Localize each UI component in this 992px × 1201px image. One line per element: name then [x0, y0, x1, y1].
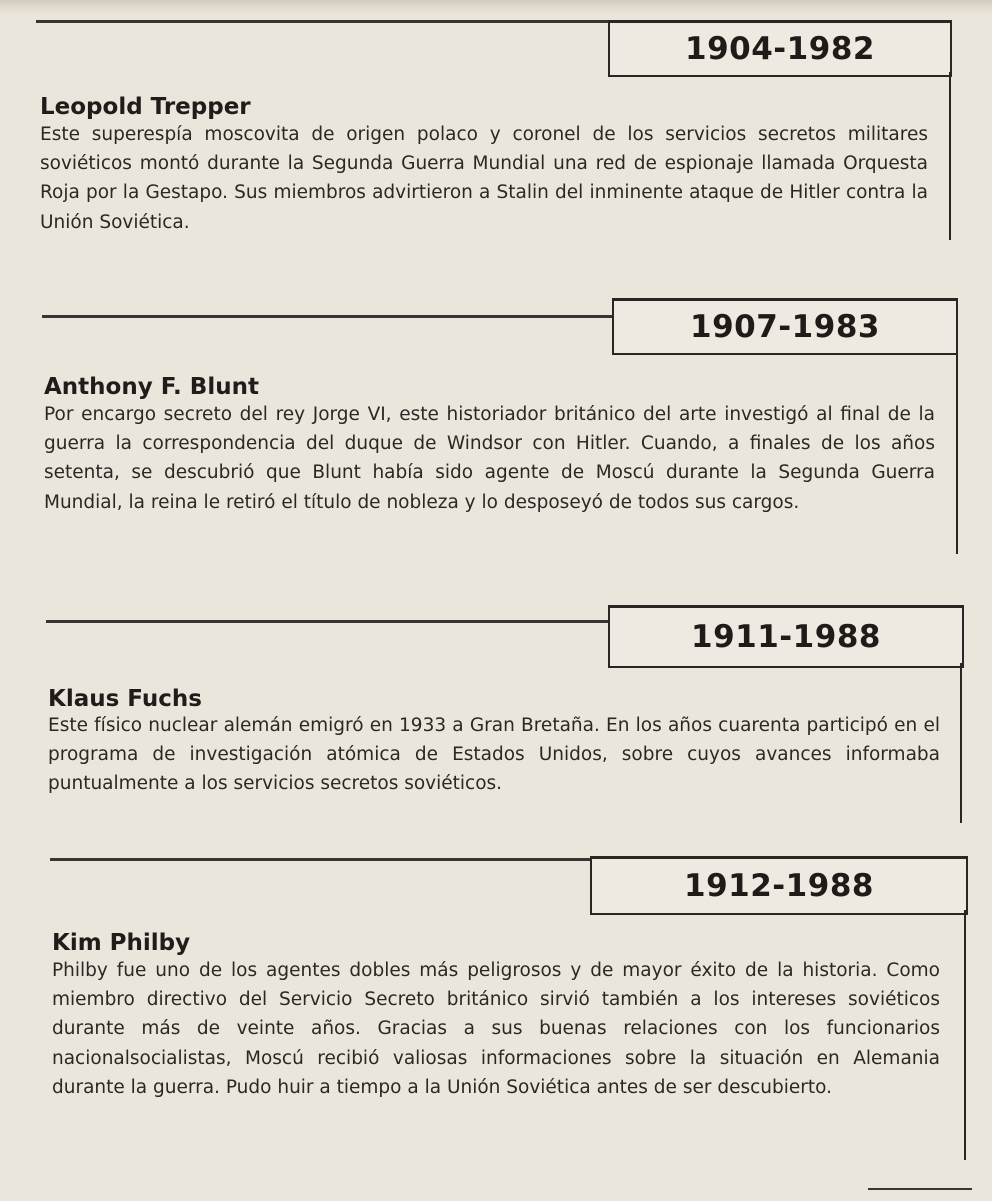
person-name: Leopold Trepper: [40, 94, 251, 120]
frame-line: [960, 663, 962, 823]
biography-text: Este superespía moscovita de origen polaco y coronel de los servicios secretos militares soviéticos montó durante la Segunda Guerra Mundial una red de espionaje llamada Orquesta Roja por la Gestapo. Sus miembros advirtieron a Stalin del inminente ataque de Hitler contra la Unión Soviética.: [40, 124, 928, 233]
footer-rule: [868, 1188, 972, 1190]
years-badge: 1904-1982: [608, 20, 952, 77]
years-badge: 1911-1988: [608, 605, 964, 668]
biography-text: Philby fue uno de los agentes dobles más peligrosos y de mayor éxito de la historia. Como miembro directivo del Servicio Secreto británico sirvió también a los intereses soviéticos durante más de veinte años. Gracias a sus buenas relaciones con los funcionarios nacionalsocialistas, Moscú recibió valiosas informaciones sobre la situación en Alemania durante la guerra. Pudo huir a tiempo a la Unión Soviética antes de ser descubierto.: [52, 960, 940, 1098]
frame-line: [949, 72, 951, 240]
years-badge: 1912-1988: [590, 856, 968, 915]
biography-text: Este físico nuclear alemán emigró en 1933 a Gran Bretaña. En los años cuarenta participó en el programa de investigación atómica de Estados Unidos, sobre cuyos avances informaba puntualmente a los servicios secretos soviéticos.: [48, 715, 940, 795]
person-name: Klaus Fuchs: [48, 686, 202, 712]
years-badge: 1907-1983: [612, 298, 958, 355]
biography-text: Por encargo secreto del rey Jorge VI, este historiador británico del arte investigó al final de la guerra la correspondencia del duque de Windsor con Hitler. Cuando, a finales de los años setenta, se descubrió que Blunt había sido agente de Moscú durante la Segunda Guerra Mundial, la reina le retiró el título de nobleza y lo desposeyó de todos sus cargos.: [44, 404, 935, 513]
page-top-edge: [0, 0, 992, 14]
person-name: Anthony F. Blunt: [44, 374, 259, 400]
person-name: Kim Philby: [52, 930, 191, 956]
frame-line: [956, 350, 958, 554]
frame-line: [964, 910, 966, 1160]
